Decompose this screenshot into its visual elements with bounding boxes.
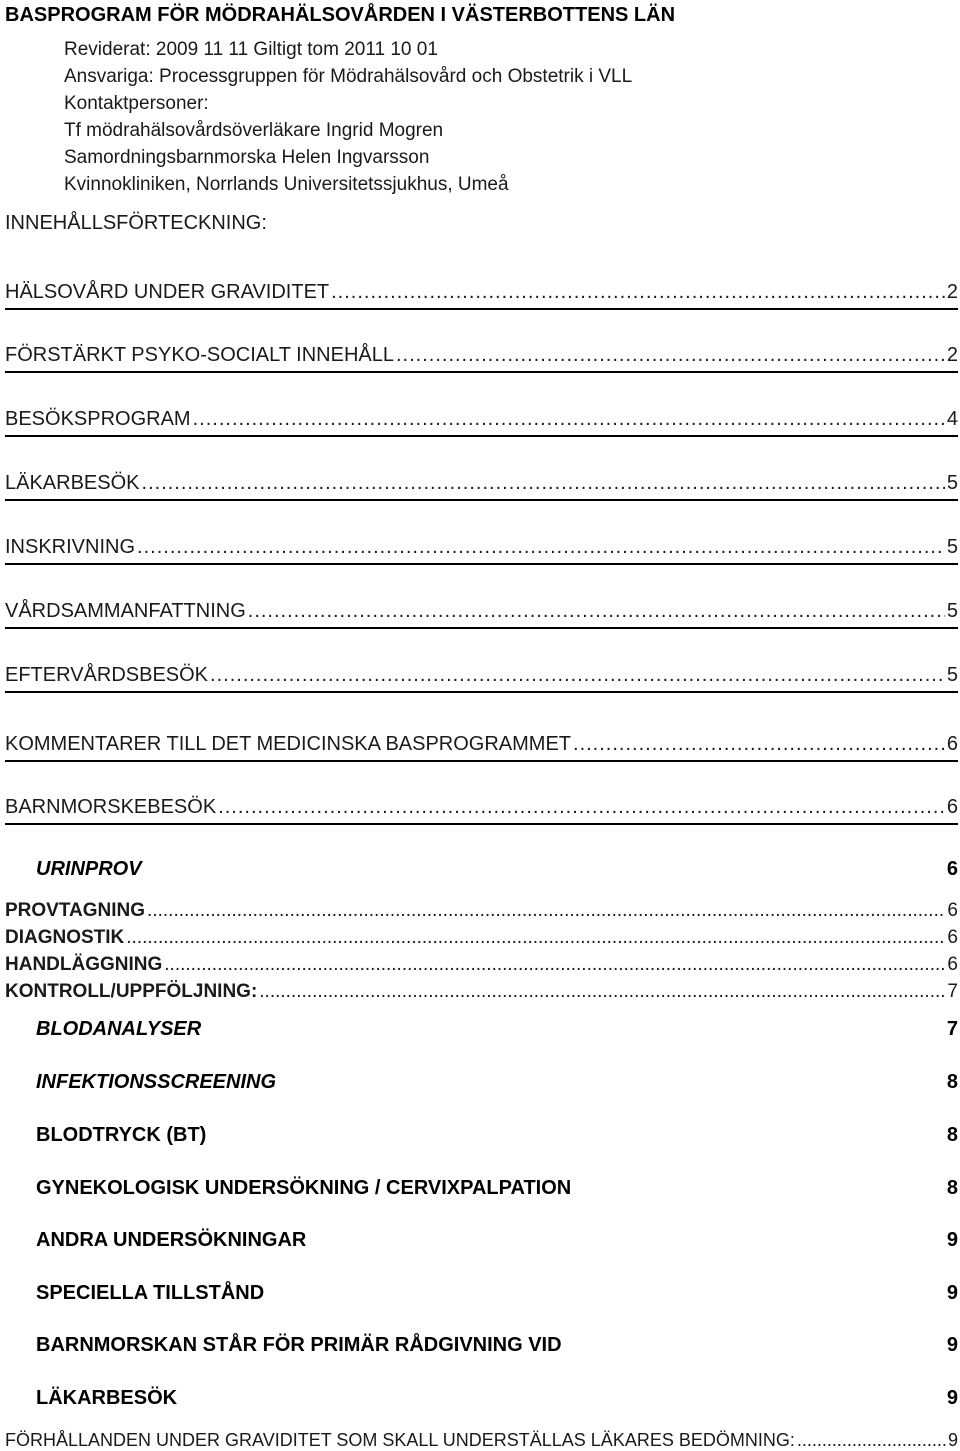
toc-subsection-label: SPECIELLA TILLSTÅND — [36, 1282, 265, 1304]
toc-subsection-page: 9 — [946, 1282, 958, 1304]
toc-subsection[interactable] — [36, 1124, 958, 1147]
toc-entry-label: HÄLSOVÅRD UNDER GRAVIDITET — [5, 281, 330, 303]
toc-entry[interactable] — [5, 533, 958, 561]
toc-heading: INNEHÅLLSFÖRTECKNING: — [5, 212, 267, 234]
toc-subsection-label: GYNEKOLOGISK UNDERSÖKNING / CERVIXPALPATION — [36, 1177, 572, 1199]
meta-contact-1: Tf mödrahälsovårdsöverläkare Ingrid Mogren — [64, 120, 444, 141]
toc-entry[interactable] — [5, 405, 958, 433]
toc-entry-page: 5 — [946, 600, 958, 622]
toc-compact-entry[interactable] — [5, 900, 958, 922]
toc-entry[interactable] — [5, 793, 958, 821]
toc-subsection-label: URINPROV — [36, 858, 142, 880]
toc-subsection-page: 7 — [946, 1018, 958, 1040]
toc-entry-page: 6 — [946, 796, 958, 818]
toc-entry[interactable] — [5, 597, 958, 625]
toc-subsection[interactable] — [36, 1387, 958, 1410]
toc-final-page: 9 — [947, 1430, 958, 1450]
toc-entry[interactable] — [5, 661, 958, 689]
toc-subsection-label: BLODTRYCK (BT) — [36, 1124, 207, 1146]
toc-compact-entry[interactable] — [5, 954, 958, 976]
toc-subsection-page: 9 — [946, 1387, 958, 1409]
toc-subsection-label: LÄKARBESÖK — [36, 1387, 178, 1409]
toc-compact-label: HANDLÄGGNING — [5, 954, 163, 975]
toc-entry-label: BESÖKSPROGRAM — [5, 408, 191, 430]
toc-compact-label: PROVTAGNING — [5, 900, 146, 921]
meta-contact-2: Samordningsbarnmorska Helen Ingvarsson — [64, 147, 430, 168]
toc-entry-label: EFTERVÅRDSBESÖK — [5, 664, 209, 686]
toc-entry-page: 5 — [946, 536, 958, 558]
toc-entry-label: INSKRIVNING — [5, 536, 136, 558]
toc-entry-label: LÄKARBESÖK — [5, 472, 140, 494]
toc-compact-page: 6 — [947, 954, 958, 975]
toc-final-entry[interactable] — [5, 1430, 958, 1451]
toc-subsection-page: 8 — [946, 1124, 958, 1146]
toc-entry-page: 2 — [946, 344, 958, 366]
toc-entry-page: 4 — [946, 408, 958, 430]
toc-compact-page: 6 — [947, 927, 958, 948]
meta-clinic: Kvinnokliniken, Norrlands Universitetssjukhus, Umeå — [64, 174, 509, 195]
toc-entry-page: 5 — [946, 472, 958, 494]
toc-entry-label: VÅRDSAMMANFATTNING — [5, 600, 246, 622]
toc-subsection[interactable] — [36, 1334, 958, 1357]
toc-subsection[interactable] — [36, 1018, 958, 1041]
toc-subsection[interactable] — [36, 1229, 958, 1252]
meta-contacts-label: Kontaktpersoner: — [64, 93, 209, 114]
toc-subsection[interactable] — [36, 1177, 958, 1200]
toc-subsection-label: ANDRA UNDERSÖKNINGAR — [36, 1229, 307, 1251]
toc-entry[interactable] — [5, 341, 958, 369]
document-title: BASPROGRAM FÖR MÖDRAHÄLSOVÅRDEN I VÄSTERBOTTENS LÄN — [5, 4, 676, 26]
toc-compact-label: DIAGNOSTIK — [5, 927, 125, 948]
toc-subsection-label: INFEKTIONSSCREENING — [36, 1071, 277, 1093]
meta-responsible: Ansvariga: Processgruppen för Mödrahälsovård och Obstetrik i VLL — [64, 66, 633, 87]
toc-subsection-label: BARNMORSKAN STÅR FÖR PRIMÄR RÅDGIVNING VID — [36, 1334, 562, 1356]
toc-entry-page: 2 — [946, 281, 958, 303]
toc-entry-page: 6 — [946, 733, 958, 755]
toc-compact-entry[interactable] — [5, 981, 958, 1003]
toc-compact-entry[interactable] — [5, 927, 958, 949]
meta-revised: Reviderat: 2009 11 11 Giltigt tom 2011 10 01 — [64, 39, 438, 60]
toc-final-label: FÖRHÅLLANDEN UNDER GRAVIDITET SOM SKALL UNDERSTÄLLAS LÄKARES BEDÖMNING: — [5, 1430, 795, 1450]
toc-compact-page: 6 — [947, 900, 958, 921]
toc-subsection-page: 8 — [946, 1177, 958, 1199]
toc-subsection-label: BLODANALYSER — [36, 1018, 202, 1040]
toc-entry-label: BARNMORSKEBESÖK — [5, 796, 217, 818]
toc-subsection[interactable] — [36, 1282, 958, 1305]
toc-subsection-page: 8 — [946, 1071, 958, 1093]
toc-subsection[interactable] — [36, 858, 958, 881]
toc-entry[interactable] — [5, 469, 958, 497]
toc-subsection[interactable] — [36, 1071, 958, 1094]
toc-compact-page: 7 — [947, 981, 958, 1002]
toc-compact-label: KONTROLL/UPPFÖLJNING: — [5, 981, 258, 1002]
toc-subsection-page: 9 — [946, 1334, 958, 1356]
toc-entry[interactable] — [5, 730, 958, 758]
toc-entry-label: KOMMENTARER TILL DET MEDICINSKA BASPROGRAMMET — [5, 733, 572, 755]
toc-subsection-page: 6 — [946, 858, 958, 880]
toc-entry-page: 5 — [946, 664, 958, 686]
toc-entry-label: FÖRSTÄRKT PSYKO-SOCIALT INNEHÅLL — [5, 344, 394, 366]
document-meta — [64, 36, 632, 198]
toc-entry[interactable] — [5, 278, 958, 306]
toc-subsection-page: 9 — [946, 1229, 958, 1251]
